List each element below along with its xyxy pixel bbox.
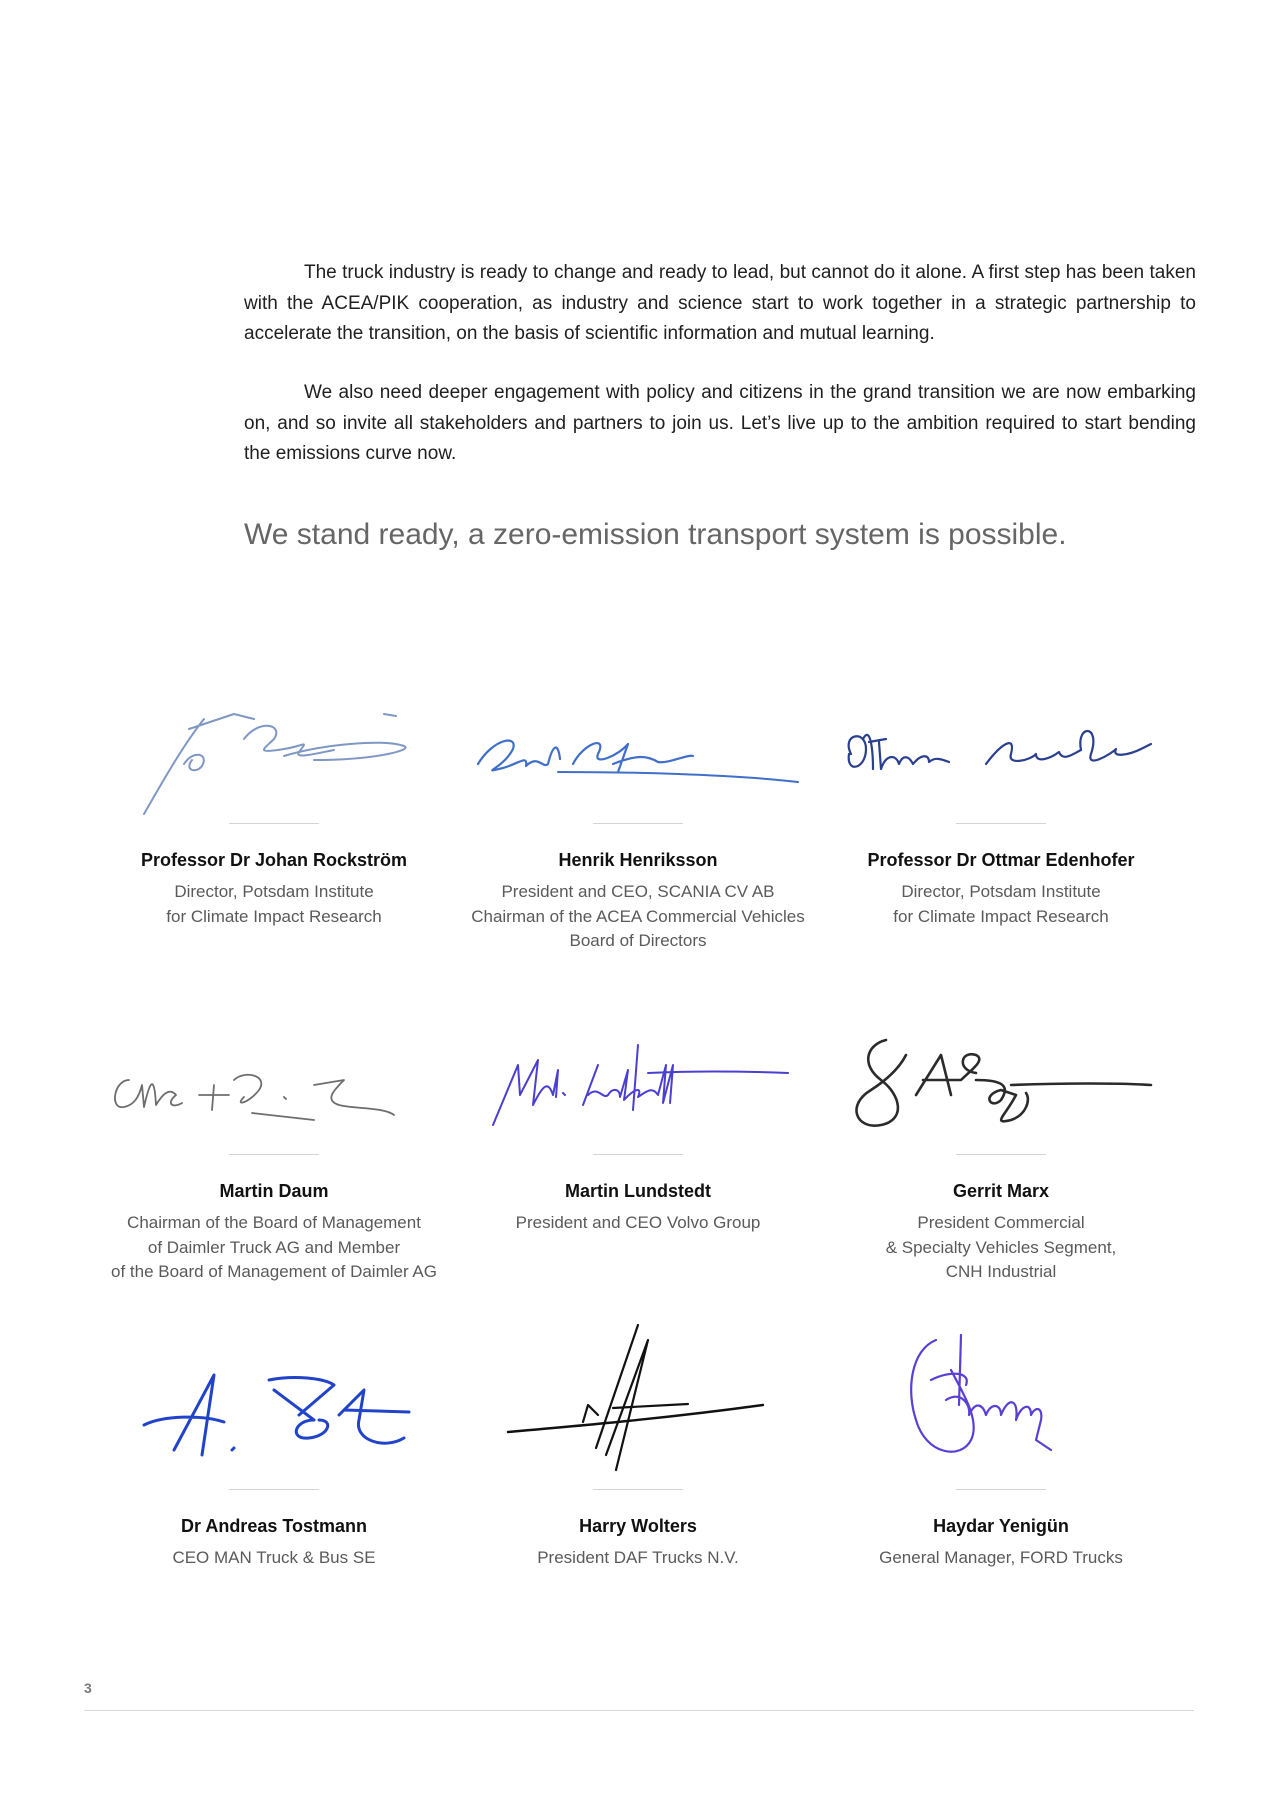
signature-tostmann	[84, 1360, 464, 1480]
signature-divider	[956, 1489, 1046, 1490]
signatory-name: Haydar Yenigün	[933, 1516, 1069, 1536]
page-number: 3	[84, 1680, 92, 1696]
body-paragraph-1: The truck industry is ready to change and ready to lead, but cannot do it alone. A first step has been taken with the ACEA/PIK cooperation, as industry and science start to work together in a strategic partnership to accelerate the transition, on the basis of scientific information and mutual learning.	[244, 262, 1196, 344]
signatory-title: Director, Potsdam Institute for Climate Impact Research	[166, 882, 382, 926]
signatory-name: Martin Lundstedt	[565, 1181, 711, 1201]
signature-rockstrom	[84, 694, 464, 814]
signatory-title: President DAF Trucks N.V.	[537, 1548, 739, 1567]
signatory-title: Director, Potsdam Institute for Climate Impact Research	[893, 882, 1109, 926]
body-paragraph-2: We also need deeper engagement with policy and citizens in the grand transition we are now embarking on, and so invite all stakeholders and partners to join us. Let’s live up to the ambition required to start bending the emissions curve now.	[244, 382, 1196, 464]
signatory-title: President and CEO Volvo Group	[515, 1213, 761, 1232]
signatory-name: Harry Wolters	[579, 1516, 697, 1536]
signatory-name: Professor Dr Ottmar Edenhofer	[867, 850, 1135, 870]
tagline: We stand ready, a zero-emission transport system is possible.	[244, 518, 1067, 551]
signatory-title: General Manager, FORD Trucks	[879, 1548, 1123, 1567]
signatory-title: CEO MAN Truck & Bus SE	[172, 1548, 376, 1567]
signature-divider	[229, 823, 319, 824]
signature-divider	[956, 1154, 1046, 1155]
signature-edenhofer	[811, 694, 1191, 814]
signature-divider	[593, 1489, 683, 1490]
signatory-name: Dr Andreas Tostmann	[180, 1516, 368, 1536]
signature-henriksson	[448, 694, 828, 814]
signature-divider	[593, 823, 683, 824]
signature-lundstedt	[448, 1025, 828, 1145]
signature-wolters	[448, 1360, 828, 1480]
signatory-name: Henrik Henriksson	[558, 850, 718, 870]
signatory-title: Chairman of the Board of Management of Daimler Truck AG and Member of the Board of Management of Daimler AG	[110, 1213, 437, 1281]
signatory-name: Professor Dr Johan Rockström	[140, 850, 408, 870]
signature-divider	[956, 823, 1046, 824]
signature-daum	[84, 1025, 464, 1145]
signature-divider	[229, 1489, 319, 1490]
signatory-title: President Commercial & Specialty Vehicles Segment, CNH Industrial	[885, 1213, 1117, 1281]
signature-yenigun	[811, 1360, 1191, 1480]
signature-divider	[593, 1154, 683, 1155]
signatory-name: Martin Daum	[219, 1181, 329, 1201]
signature-marx	[811, 1025, 1191, 1145]
footer-divider	[84, 1710, 1194, 1711]
signatory-name: Gerrit Marx	[952, 1181, 1050, 1201]
signature-divider	[229, 1154, 319, 1155]
signatory-title: President and CEO, SCANIA CV AB Chairman of the ACEA Commercial Vehicles Board of Directors	[471, 882, 805, 950]
